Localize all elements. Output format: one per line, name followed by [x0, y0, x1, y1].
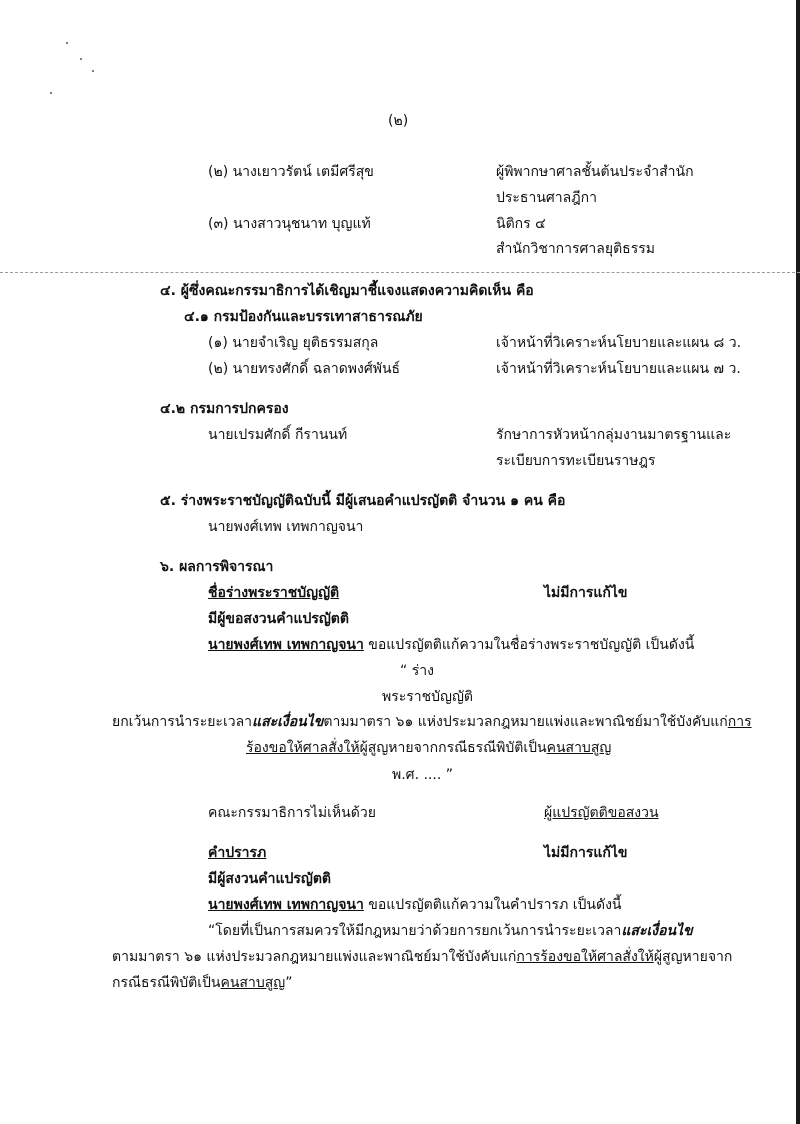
draft-title-line: [112, 713, 752, 731]
draft-title-line: [246, 739, 611, 757]
scan-edge: [796, 0, 800, 1124]
committee-note: คณะกรรมาธิการไม่เห็นด้วย: [208, 805, 376, 821]
draft-open: “ ร่าง: [400, 663, 434, 679]
draft-act: พระราชบัญญัติ: [382, 689, 473, 705]
person-role: รักษาการหัวหน้ากลุ่มงานมาตรฐานและ: [496, 427, 732, 443]
member-role: ผู้พิพากษาศาลชั้นต้นประจำสำนัก: [496, 164, 694, 180]
scan-speck: [66, 42, 68, 44]
reserved-note: มีผู้สงวนคำแปรญัตติ: [208, 871, 332, 887]
scan-speck: [50, 92, 52, 94]
person-name: นายเปรมศักดิ์ กีรานนท์: [208, 427, 348, 443]
draft-text: ตามมาตรา ๖๑ แห่งประมวลกฎหมายแพ่งและพาณิชย์มาใช้บังคับแก่: [323, 714, 728, 730]
member-role: ประธานศาลฎีกา: [496, 190, 597, 206]
amender-name: นายพงศ์เทพ เทพกาญจนา: [208, 637, 364, 653]
person-role: เจ้าหน้าที่วิเคราะห์นโยบายและแผน ๗ ว.: [496, 361, 741, 377]
member-role: สำนักวิชาการศาลยุติธรรม: [496, 241, 655, 257]
preamble-text: ตามมาตรา ๖๑ แห่งประมวลกฎหมายแพ่งและพาณิชย์มาใช้บังคับแก่: [112, 949, 517, 965]
scan-speck: [92, 70, 94, 72]
person-name: (๑) นายจำเริญ ยุติธรรมสกุล: [208, 335, 379, 351]
subsection-heading: ๔.๒ กรมการปกครอง: [160, 401, 289, 417]
person-role: เจ้าหน้าที่วิเคราะห์นโยบายและแผน ๘ ว.: [496, 335, 742, 351]
person-role: ระเบียบการทะเบียนราษฎร: [496, 453, 656, 469]
scan-speck: [80, 58, 82, 60]
draft-text: การ: [727, 714, 752, 730]
proposer-name: นายพงศ์เทพ เทพกาญจนา: [208, 519, 364, 535]
preamble-text: ผู้สูญหายจาก: [653, 949, 733, 965]
amendment-text: ขอแปรญัตติแก้ความในคำปรารภ เป็นดังนี้: [363, 897, 622, 913]
draft-text: คนสาบสูญ: [546, 740, 612, 756]
preamble-line: [112, 948, 732, 966]
page-number: (๒): [388, 113, 409, 129]
draft-text: ผู้สูญหายจากกรณีธรณีพิบัติเป็น: [359, 740, 547, 756]
subsection-heading: ๔.๑ กรมป้องกันและบรรเทาสาธารณภัย: [184, 309, 423, 325]
amender-name: นายพงศ์เทพ เทพกาญจนา: [208, 897, 364, 913]
section-heading: ๕. ร่างพระราชบัญญัติฉบับนี้ มีผู้เสนอคำแปรญัตติ จำนวน ๑ คน คือ: [160, 493, 566, 509]
preamble-line: [208, 922, 693, 940]
reserved-note: มีผู้ขอสงวนคำแปรญัตติ: [208, 611, 349, 627]
item-status: ไม่มีการแก้ไข: [544, 585, 628, 601]
amendment-line: [208, 636, 694, 654]
person-name: (๒) นายทรงศักดิ์ ฉลาดพงศ์พันธ์: [208, 361, 401, 377]
member-name: (๓) นางสาวนุชนาท บุญแท้: [208, 216, 371, 232]
member-role: นิติกร ๔: [496, 216, 546, 232]
preamble-text: การร้องขอให้ศาลสั่งให้: [516, 949, 654, 965]
preamble-text: “โดยที่เป็นการสมควรให้มีกฎหมายว่าด้วยการยกเว้นการนำระยะเวลา: [208, 923, 622, 939]
draft-year: พ.ศ. .... ”: [392, 767, 453, 783]
section-heading: ๔. ผู้ซึ่งคณะกรรมาธิการได้เชิญมาชี้แจงแสดงความคิดเห็น คือ: [160, 283, 534, 299]
preamble-text: แสะเงื่อนไข: [621, 923, 693, 939]
preamble-text: กรณีธรณีพิบัติเป็น: [112, 975, 221, 991]
draft-text: แสะเงื่อนไข: [252, 714, 324, 730]
member-name: (๒) นางเยาวรัตน์ เตมีศรีสุข: [208, 164, 374, 180]
item-label: ชื่อร่างพระราชบัญญัติ: [208, 585, 340, 601]
preamble-line: [112, 974, 292, 992]
draft-text: ร้องขอให้ศาลสั่งให้: [246, 740, 360, 756]
scan-fold-line: [0, 272, 800, 273]
amendment-line: [208, 896, 622, 914]
reserve-label: ผู้แปรญัตติขอสงวน: [544, 805, 659, 821]
draft-text: ยกเว้นการนำระยะเวลา: [112, 714, 253, 730]
preamble-text: คนสาบสูญ: [220, 975, 286, 991]
item-status: ไม่มีการแก้ไข: [544, 845, 628, 861]
section-heading: ๖. ผลการพิจารณา: [160, 559, 274, 575]
preamble-text: ”: [285, 975, 293, 991]
item-label: คำปรารภ: [208, 845, 267, 861]
amendment-text: ขอแปรญัตติแก้ความในชื่อร่างพระราชบัญญัติ เป็นดังนี้: [363, 637, 695, 653]
